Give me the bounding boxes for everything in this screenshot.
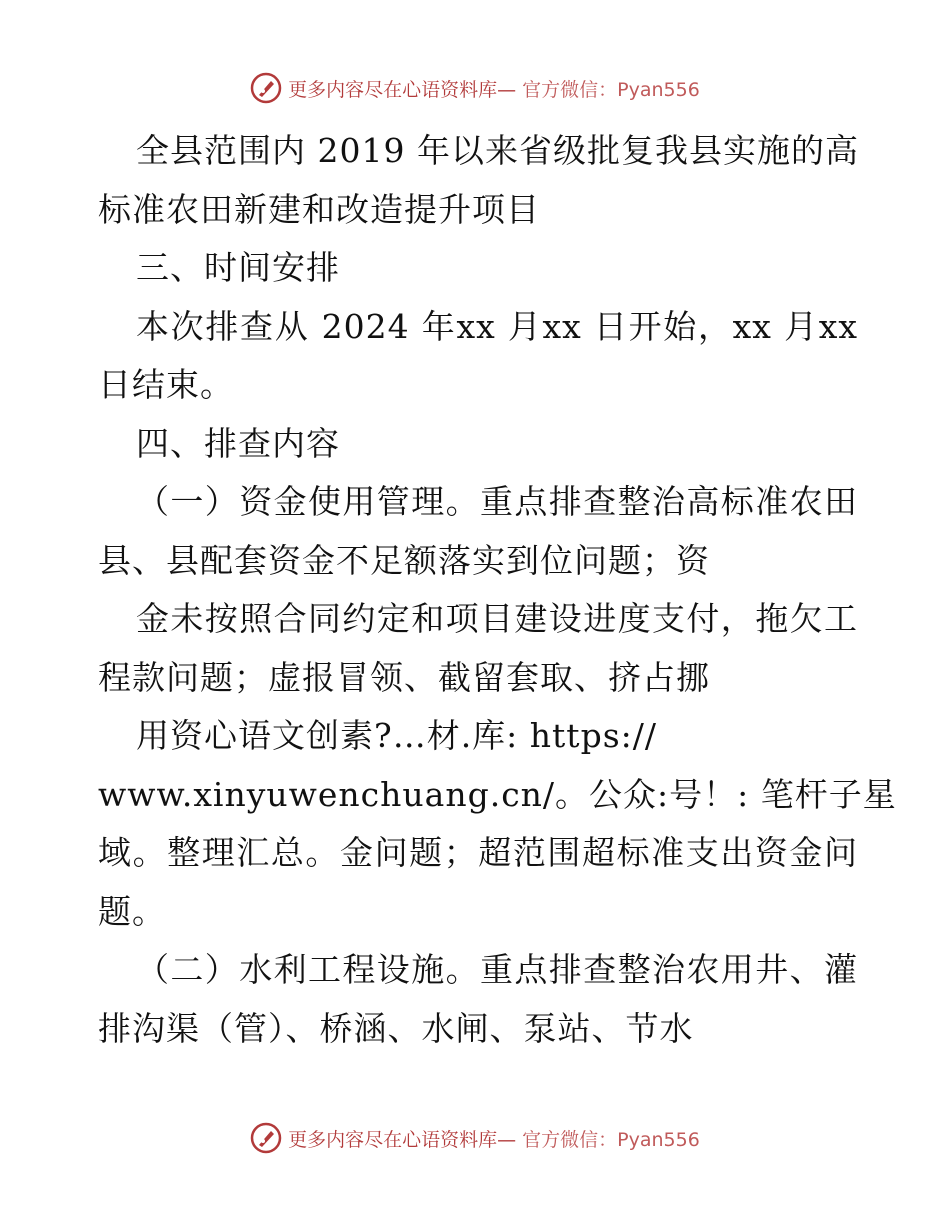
paragraph-line: www.xinyuwenchuang.cn/。公众:号！: 笔杆子星: [98, 774, 897, 814]
pen-logo-icon: [250, 1122, 282, 1154]
paragraph-line: 标准农田新建和改造提升项目: [98, 189, 540, 229]
paragraph-line: 排沟渠（管）、桥涵、水闸、泵站、节水: [98, 1008, 694, 1048]
footer-banner-wechat: 官方微信：Pyan556: [522, 1128, 700, 1151]
document-body: [98, 122, 897, 1058]
paragraph-line: 用资心语文创素?…材.库: https://: [136, 716, 657, 755]
header-banner: [0, 72, 950, 104]
paragraph-line: 金未按照合同约定和项目建设进度支付，拖欠工: [136, 599, 858, 638]
paragraph-line: 程款问题；虚报冒领、截留套取、挤占挪: [98, 657, 710, 697]
paragraph-line: 县、县配套资金不足额落实到位问题；资: [98, 540, 710, 580]
paragraph-line: （一）资金使用管理。重点排查整治高标准农田: [136, 482, 858, 521]
pen-logo-icon: [250, 72, 282, 104]
paragraph-line: 本次排查从 2024 年xx 月xx 日开始，xx 月xx: [136, 306, 858, 346]
paragraph-line: 全县范围内 2019 年以来省级批复我县实施的高: [136, 131, 859, 170]
paragraph-line: （二）水利工程设施。重点排查整治农用井、灌: [136, 950, 858, 989]
paragraph-line: 题。: [98, 891, 166, 931]
footer-banner-text: 更多内容尽在心语资料库—: [288, 1128, 517, 1151]
header-banner-wechat: 官方微信：Pyan556: [522, 78, 700, 101]
section-heading: 四、排查内容: [136, 423, 340, 463]
footer-banner: [0, 1122, 950, 1154]
paragraph-line: 日结束。: [98, 365, 234, 404]
section-heading: 三、时间安排: [136, 248, 340, 287]
paragraph-line: 域。整理汇总。金问题；超范围超标准支出资金问: [98, 833, 858, 872]
header-banner-text: 更多内容尽在心语资料库—: [288, 78, 517, 101]
